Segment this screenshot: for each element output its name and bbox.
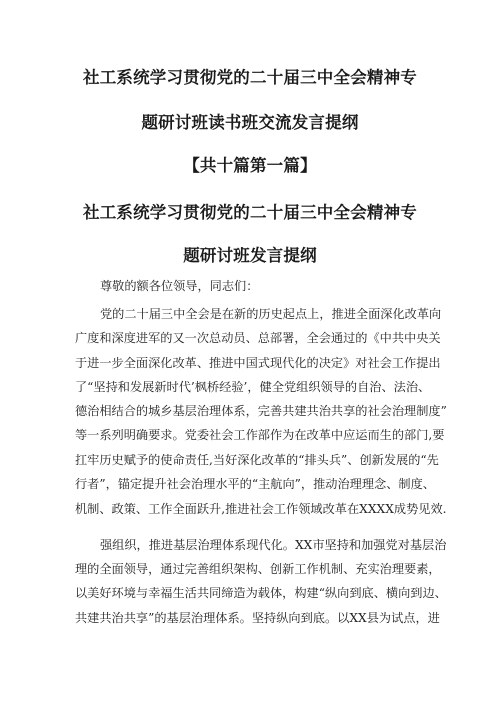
collection-label: 【共十篇第一篇】 [183,156,317,175]
paragraph-1-line: 等一系列明确要求。党委社会工作部作为在改革中应运而生的部门,要 [75,428,445,442]
paragraph-1-line: 行者”，锚定提升社会治理水平的“主航向”，推动治理理念、制度、 [75,477,435,491]
paragraph-2-line: 理的全面领导，通过完善组织架构、创新工作机制、充实治理要素， [75,562,441,576]
paragraph-1-line: 广度和深度进军的又一次总动员、总部署，全会通过的《中共中央关 [75,331,441,345]
sub-title-line-1: 社工系统学习贯彻党的二十届三中全会精神专 [83,203,417,222]
paragraph-1-line: 于进一步全面深化改革、推进中国式现代化的决定》对社会工作提出 [75,356,441,370]
paragraph-1-line: 扛牢历史赋予的使命责任,当好深化改革的“排头兵”、创新发展的“先 [75,453,439,467]
paragraph-2-line: 共建共治共享”的基层治理体系。坚持纵向到底。以XX县为试点，进 [75,611,440,625]
paragraph-2-line: 以美好环境与幸福生活共同缔造为载体，构建“纵向到底、横向到边、 [75,586,447,600]
main-title-line-2: 题研讨班读书班交流发言提纲 [141,113,359,132]
paragraph-2-line: 强组织，推进基层治理体系现代化。XX市坚持和加强党对基层治 [100,538,447,552]
greeting: 尊敬的额各位领导，同志们： [100,279,259,293]
paragraph-1-line: 机制、政策、工作全面跃升,推进社会工作领域改革在XXXX成势见效. [75,502,447,516]
paragraph-1-line: 党的二十届三中全会是在新的历史起点上，推进全面深化改革向 [100,307,442,321]
sub-title-line-2: 题研讨班发言提纲 [183,246,317,265]
paragraph-1-line: 了“坚持和发展新时代’枫桥经验’，健全党组织领导的自治、法治、 [75,380,431,394]
main-title-line-1: 社工系统学习贯彻党的二十届三中全会精神专 [83,68,417,87]
paragraph-1-line: 德治相结合的城乡基层治理体系，完善共建共治共享的社会治理制度” [75,404,447,418]
